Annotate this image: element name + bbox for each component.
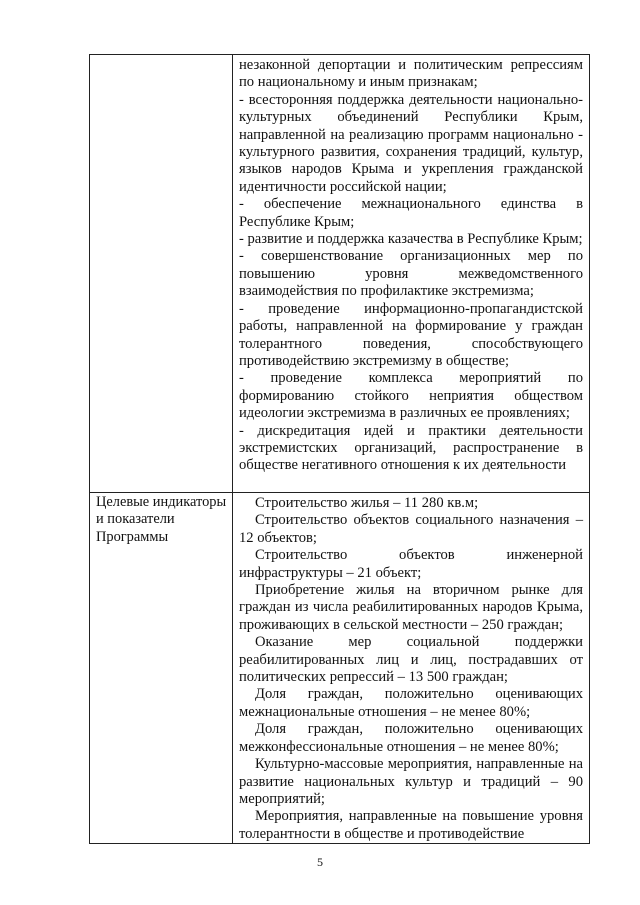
page-number: 5 [317,855,323,869]
indicator-item: Доля граждан, положительно оценивающих межнациональные отношения – не менее 80%; [239,686,583,720]
indicator-item: Доля граждан, положительно оценивающих межконфессиональные отношения – не менее 80%; [239,721,583,755]
table-row [90,493,590,844]
indicator-item: Строительство жилья – 11 280 кв.м; [255,495,479,511]
content-paragraph: - всесторонняя поддержка деятельности национально-культурных объединений Республики Крым, направленной на реализацию программ национально - культурного развития, сохранения традиций, культур, языков народов Крыма и укрепления гражданской идентичности российской нации; [239,91,583,195]
content-paragraph: - проведение информационно-пропагандистской работы, направленной на формирование у граждан толерантного поведения, способствующего противодействию экстремизму в обществе; [239,300,583,369]
content-paragraph: - развитие и поддержка казачества в Республике Крым; [239,231,583,248]
content-paragraph: незаконной депортации и политическим репрессиям по национальному и иным признакам; [239,57,583,91]
indicator-item: Мероприятия, направленные на повышение уровня толерантности в обществе и противодействие [239,808,583,842]
content-paragraph: - проведение комплекса мероприятий по формированию стойкого неприятия обществом идеологии экстремизма в различных ее проявлениях; [239,370,583,422]
program-passport-table [89,54,590,844]
row-content-cell [233,493,590,844]
indicator-item: Культурно-массовые мероприятия, направленные на развитие национальных культур и традиций – 90 мероприятий; [239,756,583,807]
row-content-cell [233,55,590,493]
row-label: Целевые индикаторы и показатели Программы [96,494,227,545]
content-paragraph: - обеспечение межнационального единства в Республике Крым; [239,196,583,230]
indicator-item: Строительство объектов социального назначения – 12 объектов; [239,512,583,546]
row-label-cell [90,493,233,844]
content-paragraph: - дискредитация идей и практики деятельности экстремистских организаций, распространение в обществе негативного отношения к их деятельности [239,422,583,474]
content-paragraph: - совершенствование организационных мер по повышению уровня межведомственного взаимодействия по профилактике экстремизма; [239,248,583,300]
row-label-cell [90,55,233,493]
indicator-item: Строительство объектов инженерной инфраструктуры – 21 объект; [239,547,583,581]
table-row [90,55,590,493]
indicator-item: Приобретение жилья на вторичном рынке для граждан из числа реабилитированных народов Крыма, проживающих в сельской местности – 250 граждан; [239,582,583,633]
indicator-item: Оказание мер социальной поддержки реабилитированных лиц и лиц, пострадавших от политических репрессий – 13 500 граждан; [239,634,583,686]
